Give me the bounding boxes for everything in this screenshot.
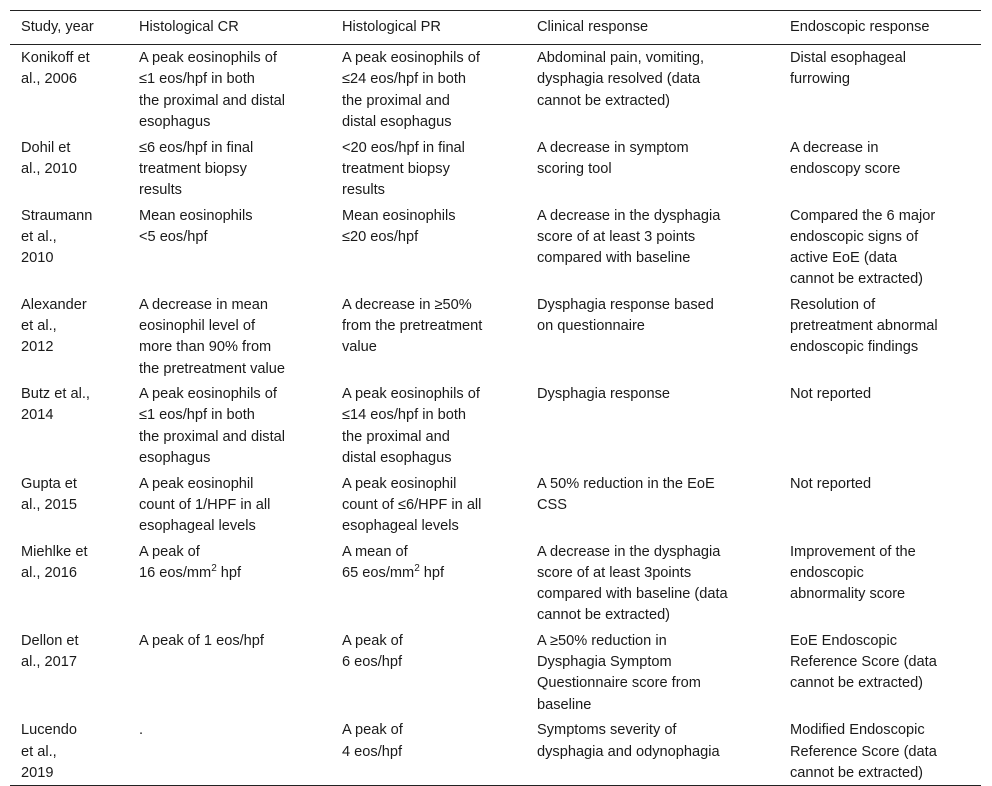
histological-pr-cell: [331, 539, 526, 628]
table-row: [10, 628, 981, 717]
study-cell: Gupta et al., 2015: [21, 475, 77, 513]
endoscopic-response-cell: Not reported: [790, 386, 872, 403]
table-row: [10, 292, 981, 381]
header-histological-pr: Histological PR: [331, 11, 526, 45]
pr-superscript: 2: [414, 563, 420, 575]
histological-pr-cell: <20 eos/hpf in final treatment biopsy results: [342, 139, 465, 198]
study-cell: Straumann et al., 2010: [21, 207, 93, 267]
clinical-response-cell: Dysphagia response based on questionnaire: [537, 296, 714, 335]
histological-pr-cell: A peak eosinophils of ≤24 eos/hpf in both the proximal and distal esophagus: [342, 50, 480, 130]
endoscopic-response-cell: Compared the 6 major endoscopic signs of active EoE (data cannot be extracted): [790, 207, 936, 288]
header-row: [10, 11, 981, 45]
cr-unit: hpf: [216, 564, 242, 581]
clinical-response-cell: A 50% reduction in the EoE CSS: [537, 475, 715, 513]
histological-cr-cell: A peak eosinophil count of 1/HPF in all esophageal levels: [139, 475, 271, 534]
clinical-response-cell: A decrease in symptom scoring tool: [537, 139, 689, 177]
clinical-response-cell: Abdominal pain, vomiting, dysphagia resolved (data cannot be extracted): [537, 50, 705, 109]
histological-pr-cell: A peak of 6 eos/hpf: [342, 632, 403, 671]
clinical-response-cell: Symptoms severity of dysphagia and odynophagia: [526, 717, 779, 786]
study-cell: Dellon et al., 2017: [21, 632, 79, 671]
histological-pr-cell: Mean eosinophils ≤20 eos/hpf: [342, 207, 456, 245]
table-row: [10, 45, 981, 135]
header-endoscopic-response: Endoscopic response: [779, 11, 981, 45]
cr-superscript: 2: [211, 563, 217, 575]
clinical-response-cell: A decrease in the dysphagia score of at least 3 points compared with baseline: [537, 207, 721, 267]
pr-text: A mean of 65 eos/mm: [342, 543, 415, 581]
clinical-response-cell: A ≥50% reduction in Dysphagia Symptom Questionnaire score from baseline: [537, 632, 701, 713]
header-histological-cr: Histological CR: [128, 11, 331, 45]
response-criteria-table: [10, 10, 981, 786]
header-study: Study, year: [10, 11, 128, 45]
endoscopic-response-cell: Modified Endoscopic Reference Score (data cannot be extracted): [779, 717, 981, 786]
histological-cr-cell: A peak of 1 eos/hpf: [139, 632, 264, 649]
clinical-response-cell: Dysphagia response: [537, 386, 671, 403]
table-row: [10, 717, 981, 786]
study-cell: Butz et al., 2014: [21, 386, 90, 424]
histological-cr-cell: [128, 539, 331, 628]
study-cell: Miehlke et al., 2016: [21, 543, 88, 581]
histological-cr-cell: A peak eosinophils of ≤1 eos/hpf in both the proximal and distal esophagus: [139, 50, 286, 130]
cr-text: A peak of 16 eos/mm: [139, 543, 212, 581]
histological-pr-cell: A peak eosinophil count of ≤6/HPF in all esophageal levels: [342, 475, 482, 534]
endoscopic-response-cell: Resolution of pretreatment abnormal endoscopic findings: [790, 296, 938, 356]
table-row: [10, 135, 981, 203]
endoscopic-response-cell: A decrease in endoscopy score: [790, 139, 901, 177]
study-cell: Alexander et al., 2012: [21, 296, 87, 356]
table-row: [10, 381, 981, 470]
endoscopic-response-cell: Improvement of the endoscopic abnormality score: [790, 543, 916, 603]
histological-pr-cell: A peak eosinophils of ≤14 eos/hpf in both the proximal and distal esophagus: [342, 386, 480, 466]
histological-cr-cell: Mean eosinophils <5 eos/hpf: [139, 207, 253, 245]
endoscopic-response-cell: Not reported: [790, 475, 872, 492]
histological-cr-cell: ≤6 eos/hpf in final treatment biopsy results: [139, 139, 254, 198]
histological-pr-cell: A peak of 4 eos/hpf: [331, 717, 526, 786]
table-row: [10, 539, 981, 628]
study-cell: Lucendo et al., 2019: [10, 717, 128, 786]
histological-cr-cell: A peak eosinophils of ≤1 eos/hpf in both the proximal and distal esophagus: [139, 386, 286, 466]
table-row: [10, 203, 981, 292]
study-cell: Dohil et al., 2010: [21, 139, 77, 177]
histological-pr-cell: A decrease in ≥50% from the pretreatment value: [342, 296, 483, 356]
histological-cr-cell: .: [128, 717, 331, 786]
pr-unit: hpf: [419, 564, 445, 581]
clinical-response-cell: A decrease in the dysphagia score of at least 3points compared with baseline (data cannot be extracted): [537, 543, 728, 624]
header-clinical-response: Clinical response: [526, 11, 779, 45]
study-cell: Konikoff et al., 2006: [21, 50, 90, 88]
endoscopic-response-cell: EoE Endoscopic Reference Score (data cannot be extracted): [790, 632, 937, 692]
endoscopic-response-cell: Distal esophageal furrowing: [790, 50, 907, 88]
table-row: [10, 471, 981, 539]
histological-cr-cell: A decrease in mean eosinophil level of more than 90% from the pretreatment value: [139, 296, 286, 377]
